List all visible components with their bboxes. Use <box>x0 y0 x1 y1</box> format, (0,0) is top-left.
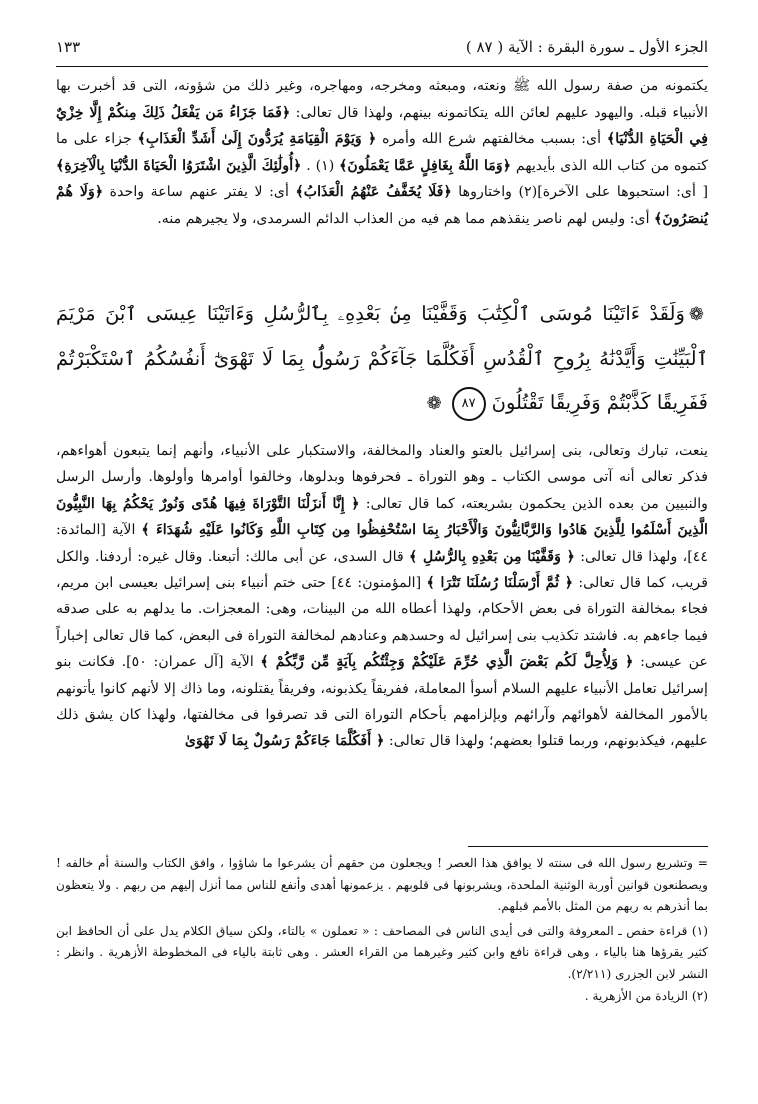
intro-text-1: يكتمونه من صفة رسول الله ﷺ ونعته، ومبعثه ومخرجه، ومهاجره، وغير ذلك من شؤونه، التى قد أخبرت بها الأنبياء قبله. واليهود عليهم لعائن الله يتكاتمونه بينهم، ولهذا قال تعالى: <box>56 78 709 121</box>
verse-block <box>56 292 708 432</box>
commentary-text-2: الآية [المائدة: ٤٤]، ولهذا قال تعالى: <box>56 522 708 565</box>
footnote-2: (٢) الزيادة من الأزهرية . <box>584 988 708 1003</box>
commentary-quote-1: ﴿ إِنَّا أَنزَلْنَا التَّوْرَاةَ فِيهَا هُدًى وَنُورٌ يَحْكُمُ بِهَا النَّبِيُّونَ الَّذِينَ أَسْلَمُوا لِلَّذِينَ هَادُوا وَالرَّبَّانِيُّونَ وَالْأَحْبَارُ بِمَا اسْتُحْفِظُوا مِن كِتَابِ اللَّهِ وَكَانُوا عَلَيْهِ شُهَدَاءَ ﴾ <box>56 495 708 539</box>
footnote-1: (١) قراءة حفص ـ المعروفة والتى فى أيدى الناس فى المصاحف : « تعملون » بالتاء، ولكن سياق الكلام يدل على أن الحافظ ابن كثير يقرؤها هنا بالياء ، وهى قراءة نافع وابن كثير وغيرهما من القراء العشر . وهى ثابتة بالياء فى المخطوطة الأزهرية . وانظر : النشر لابن الجزرى (٢/٢١١). <box>56 923 708 981</box>
quran-quote-6: ﴿وَلَا هُمْ يُنصَرُونَ﴾ <box>56 184 708 227</box>
commentary-quote-2: ﴿ وَقَفَّيْنَا مِن بَعْدِهِ بِالرُّسُلِ ﴾ <box>409 548 575 565</box>
quran-quote-1: ﴿فَمَا جَزَاءُ مَن يَفْعَلُ ذَلِكَ مِنكُمْ إِلَّا خِزْيٌ فِي الْحَيَاةِ الدُّنْيَا﴾ <box>56 104 708 148</box>
commentary-text-4: [المؤمنون: ٤٤] حتى ختم أنبياء بنى إسرائيل بعيسى ابن مريم، فجاء بمخالفة التوراة فى بعض الأحكام، ولهذا أعطاه الله من البينات، وهى: المعجزات. ما يدلهم به على صدقه فيما جاءهم به. فاشتد تكذيب بنى إسرائيل له وحسدهم وعنادهم لمخالفة التوراة فى البعض، كما قال تعالى إخباراً عن عيسى: <box>56 575 708 671</box>
intro-text-2: أى: بسبب مخالفتهم شرع الله وأمره <box>376 131 607 148</box>
footnote-separator <box>468 846 708 847</box>
verse-end-ornament-icon: ❁ <box>426 393 442 414</box>
commentary-quote-4: ﴿ وَلِأُحِلَّ لَكُم بَعْضَ الَّذِي حُرِّمَ عَلَيْكُمْ وَجِئْتُكُم بِآيَةٍ مِّن رَّبِّكُمْ ﴾ <box>260 654 634 671</box>
intro-paragraph <box>56 73 708 233</box>
intro-text-4: (١) . <box>301 157 340 174</box>
intro-text-3: جزاء على ما كتموه من كتاب الله الذى بأيديهم <box>56 131 708 174</box>
intro-text-5: [ أى: استحبوها على الآخرة](٢) واختاروها <box>451 184 708 201</box>
commentary-text-1: ينعت، تبارك وتعالى، بنى إسرائيل بالعتو والعناد والمخالفة، والاستكبار على الأنبياء، وأنهم إنما يتبعون أهواءهم، فذكر تعالى أنه آتى موسى الكتاب ـ وهو التوراة ـ فحرفوها وبدلوها، وخالفوا أوامرها وأولوها. وأرسل الرسل والنبيين من بعده الذين يحكمون بشريعته، كما قال تعالى: <box>56 443 709 512</box>
footnotes <box>56 853 708 1007</box>
running-header <box>56 34 708 60</box>
intro-text-6: أى: لا يفتر عنهم ساعة واحدة <box>103 184 296 201</box>
page-number: ١٣٣ <box>56 38 81 56</box>
commentary-paragraph <box>56 438 708 755</box>
quran-quote-4: ﴿أُولَٰئِكَ الَّذِينَ اشْتَرَوُا الْحَيَاةَ الدُّنْيَا بِالْآخِرَةِ﴾ <box>56 157 302 174</box>
ayah-number-badge: ٨٧ <box>452 387 486 421</box>
header-title: الجزء الأول ـ سورة البقرة : الآية ( ٨٧ ) <box>465 38 708 56</box>
commentary-quote-5: ﴿ أَفَكُلَّمَا جَاءَكُمْ رَسُولٌ بِمَا لَا تَهْوَىٰ <box>184 733 385 750</box>
commentary-text-3: قال السدى، عن أبى مالك: أتبعنا. وقال غيره: أردفنا. والكل قريب، كما قال تعالى: <box>56 548 708 592</box>
header-rule <box>56 66 708 67</box>
commentary-quote-3: ﴿ ثُمَّ أَرْسَلْنَا رُسُلَنَا تَتْرَا ﴾ <box>426 575 574 592</box>
quran-quote-2: ﴿ وَيَوْمَ الْقِيَامَةِ يُرَدُّونَ إِلَىٰ أَشَدِّ الْعَذَابِ﴾ <box>137 131 377 148</box>
footnote-continuation: = وتشريع رسول الله فى سنته لا يوافق هذا العصر ! ويجعلون من حقهم أن يشرعوا ما شاؤوا ، وافق الكتاب والسنة أم خالفه ! ويصطنعون قوانين أوربة الوثنية الملحدة، ويشربونها فى قلوبهم . يزعمونها أهدى وأنفع للناس مما أنزل إليهم من ربهم . ولا يتعظون بما أنذرهم به ربهم من المثل بالأمم قبلهم. <box>56 856 708 914</box>
quran-quote-3: ﴿وَمَا اللَّهُ بِغَافِلٍ عَمَّا يَعْمَلُونَ﴾ <box>339 157 512 174</box>
quran-quote-5: ﴿فَلَا يُخَفَّفُ عَنْهُمُ الْعَذَابُ﴾ <box>295 184 452 201</box>
verse-text: وَلَقَدْ ءَاتَيْنَا مُوسَى ٱلْكِتَٰبَ وَقَفَّيْنَا مِنۢ بَعْدِهِۦ بِٱلرُّسُلِ وَءَاتَيْنَا عِيسَى ٱبْنَ مَرْيَمَ ٱلْبَيِّنَٰتِ وَأَيَّدْنَٰهُ بِرُوحِ ٱلْقُدُسِ أَفَكُلَّمَا جَآءَكُمْ رَسُولٌۢ بِمَا لَا تَهْوَىٰٓ أَنفُسُكُمُ ٱسْتَكْبَرْتُمْ فَفَرِيقًا كَذَّبْتُمْ وَفَرِيقًا تَقْتُلُونَ <box>56 302 708 414</box>
verse-start-ornament-icon: ❁ <box>688 304 704 325</box>
commentary-text-5: الآية [آل عمران: ٥٠]. فكانت بنو إسرائيل تعامل الأنبياء عليهم السلام أسوأ المعاملة، ففريقاً يكذبونه، وفريقاً يقتلونه، وما ذاك إلا لأنهم كانوا يأتونهم بالأمور المخالفة لأهوائهم وآرائهم وبإلزامهم بأحكام التوراة التى قد تصرفوا فى مخالفتها، ولهذا كان يشق ذلك عليهم، فيكذبونهم، وربما قتلوا بعضهم؛ ولهذا قال تعالى: <box>56 654 708 750</box>
intro-text-7: أى: وليس لهم ناصر ينقذهم مما هم فيه من العذاب الدائم السرمدى، ولا يجيرهم منه. <box>157 210 655 227</box>
